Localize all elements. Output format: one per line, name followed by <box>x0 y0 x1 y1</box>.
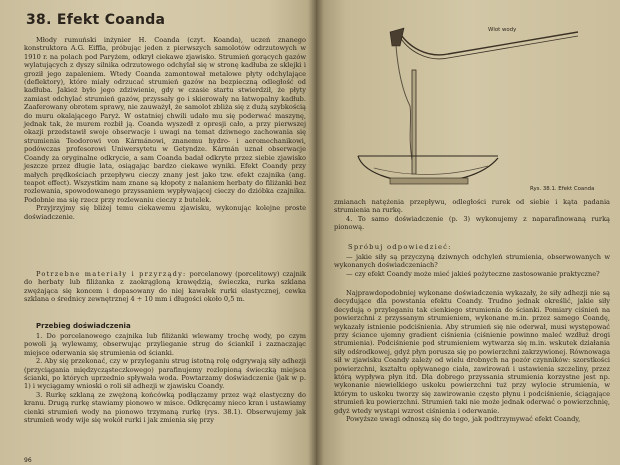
intro-text <box>24 36 306 221</box>
right-page <box>316 0 620 465</box>
materials-lead: Potrzebne materiały i przyrządy: <box>36 270 187 278</box>
vertical-rod <box>412 70 416 174</box>
continued-paragraph: zmianach natężenia przepływu, odległości rurek od siebie i kąta padania strumienia na rurkę. <box>334 198 610 215</box>
water-stream <box>396 46 412 160</box>
inlet-label: Wlot wody <box>488 27 517 33</box>
intro-paragraph: Przyjrzyjmy się bliżej temu ciekawemu zjawisku, wykonując kolejne proste doświadczenie. <box>24 204 306 221</box>
materials-block <box>24 270 306 304</box>
intro-paragraph: Młody rumuński inżynier H. Coanda (czyt. Koanda), uczeń znanego konstruktora A.G. Eiffla, próbując jeden z pierwszych samolotów odrzutowych w 1910 r. na polach pod Paryżem, odkrył ciekawe zjawisko. Strumień gorących gazów wylatujących z dyszy silnika odrzutowego odchylał się w stronę kadłuba ze sklejki i groził jego zapaleniem. Wtedy Coanda zamontował metalowe płyty odchylające (deflektory), które miały odrzucać strumień gazów na bezpieczną odległość od kadłuba. Jakież było jego zdziwienie, gdy w czasie startu stwierdził, że płyty zamiast odchylać strumień gazów, przyssały go i skierowały na łatwopalny kadłub. Zaaferowany obrotem sprawy, nie zauważył, że samolot zbliża się z dużą szybkością do muru okalającego Paryż. W ostatniej chwili udało mu się poderwać maszynę, jednak tak, że murem rozbił ją. Coanda wyszedł z opresji cało, a przy pierwszej okazji przedstawił swoje obserwacje i uwagi na temat dziwnego zachowania się strumienia Teodorowi von Kármánowi, znanemu hydro- i aeromechanikowi, podówczas profesorowi Uniwersytetu w Getyndze. Kármán uznał obserwacje Coandy za oryginalne odkrycie, a sam Coanda badał odkryte przez siebie zjawisko jeszcze przez długie lata, osiągając bardzo ciekawe wyniki. Efekt Coandy przy małych prędkościach przepływu cieczy znany jest jako tzw. efekt czajnika (ang. teapot effect). Wszystkim nam znane są kłopoty z nalaniem herbaty do filiżanki bez rozlewania, spowodowanego przyssaniem wypływającej cieczy do dzióbka czajnika. Podobnie ma się rzecz przy rozlewaniu cieczy z butelek. <box>24 36 306 204</box>
bowl-water <box>374 166 488 175</box>
questions-block <box>334 253 610 278</box>
materials-text: porcelanowy (porcelitowy) czajnik do herbaty lub filiżanka z zaokrągloną krawędzią, świeczka, rurka szklana zwężająca się koncem i dopasowany do niej kawałek rurki elastycznej, cewka szklana o średnicy zewnętrznej 4 ÷ 10 mm i długości około 0,5 m. <box>24 270 306 304</box>
figure-caption: Rys. 38.1. Efekt Coanda <box>530 186 595 192</box>
book-gutter <box>308 0 324 465</box>
continued-text <box>334 198 610 232</box>
bowl-stand <box>390 178 468 184</box>
step-item: 1. Do porcelanowego czajnika lub filiżanki wlewamy trochę wody, po czym powoli ją wylewamy, obserwując przylieganie strug do ściankiI i zaznaczając miejsce oderwania się strumienia od ścianki. <box>24 332 306 357</box>
step-item: 2. Aby się przekonać, czy w przyleganiu strug istotną rolę odgrywają siły adhezji (przyciągania międzycząsteczkowego) parafinujemy rozlopioną świeczką miejsca ścianki, po których uprzednio spływała woda. Powtarzamy doświadczenie (jak w p. 1) i wyciągamy wnioski o roli sił adhezji w zjawisku Coandy. <box>24 357 306 391</box>
question-item: — czy efekt Coandy może mieć jakieś pożyteczne zastosowanie praktyczne? <box>346 269 600 278</box>
procedure-steps <box>24 332 306 424</box>
questions-heading: Spróbuj odpowiedzieć: <box>348 243 452 251</box>
page-number: 96 <box>24 457 32 464</box>
step-item: 4. To samo doświadczenie (p. 3) wykonujemy z naparafinowaną rurką pionową. <box>334 214 610 232</box>
hose-line <box>398 34 578 59</box>
nozzle-tip <box>390 28 404 46</box>
answer-block <box>334 289 610 424</box>
coanda-figure <box>328 10 608 210</box>
chapter-title: 38. Efekt Coanda <box>26 12 166 28</box>
procedure-heading: Przebieg doświadczenia <box>36 322 131 330</box>
question-item: — jakie siły są przyczyną dziwnych odchyleń strumienia, obserwowanych w wykonanych doświadczeniach? <box>334 253 610 270</box>
answer-paragraph: Najprawdopodobniej wykonane doświadczenia wykazały, że siły adhezji nie są decydujące dla powstania efektu Coandy. Trudno jednak określić, jakie siły decydują o przyleganiu tak cienkiego strumienia do ścianki. Pomiary ciśnień na powierzchni z przyssanym strumieniem, wykonane m.in. przez samego Coandę, wykazały istnienie podciśnienia. Aby strumień się nie oderwał, musi występować przy ściance ujemny gradient ciśnienia (ciśnienie powinno maleć wzdłuż drogi strumienia). Podciśnienie pod strumieniem wytwarza się m.in. wskutek działania siły odśrodkowej, gdyż płyn porusza się po powierzchni zakrzywionej. Równowaga sił w zjawisku Coandy zależy od wielu drobnych na pozór czynników: szorstkości powierzchni, kształtu opływanego ciała, zawirowań i ustawienia szczeliny, przez którą wypływa płyn itd. Dla dobrego przyssania strumienia korzystne jest np. wykonanie niewielkiego uskoku powierzchni tuż przy wylocie strumienia, w którym to uskoku tworzy się zawirowanie często płynu i podciśnienie, ściągające strumień ku powierzchni. Strumień taki nie może jednak oderwać o powierzchnię, gdyż wtedy wystąpi wzrost ciśnienia i oderwanie. <box>334 289 610 415</box>
answer-last-line: Powyższe uwagi odnoszą się do tego, jak podtrzymywać efekt Coandy, <box>346 415 581 424</box>
step-item: 3. Rurkę szklaną ze zwężoną końcówką podłączamy przez wąż elastyczny do kranu. Drugą rurkę stawiamy pionowo w misce. Odkręcamy nieco kran i ustawiamy cienki strumień wody na pionowo trzymaną rurkę (rys. 38.1). Obserwujemy jak strumień wody wije się wokół rurki i jak zmienia się przy <box>24 390 306 425</box>
